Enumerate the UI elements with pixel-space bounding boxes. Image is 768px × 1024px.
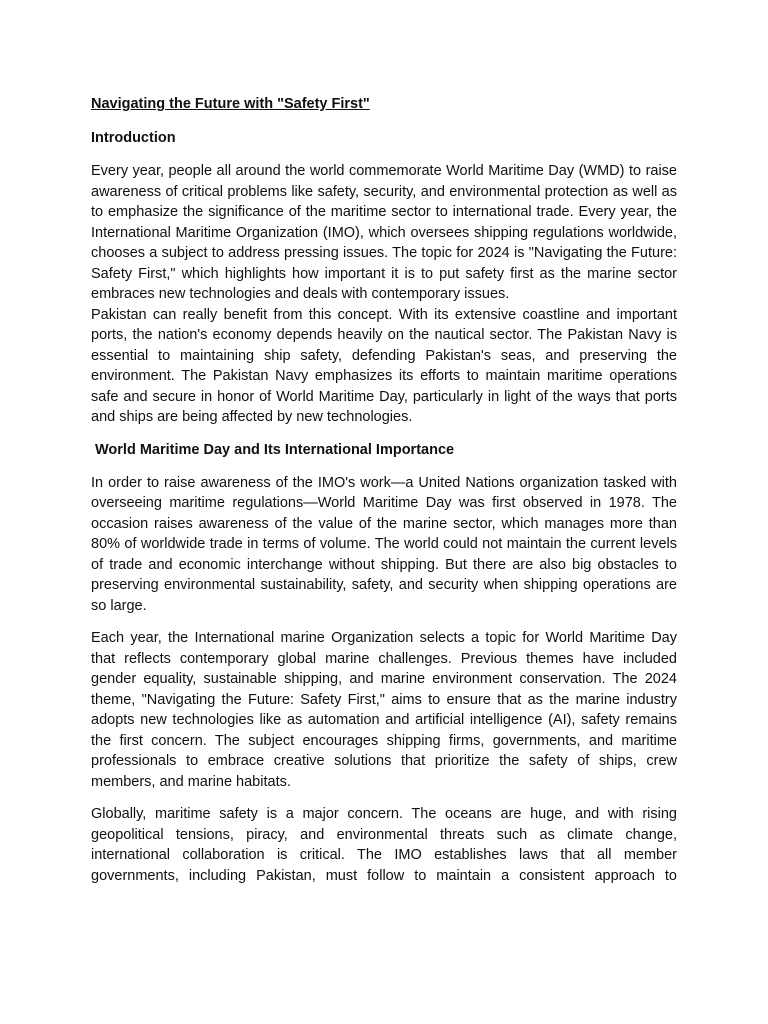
paragraph-intro-2: Pakistan can really benefit from this concept. With its extensive coastline and important ports, the nation's economy depends heavily on the nautical sector. The Pakistan Navy is essential to maintaining ship safety, defending Pakistan's seas, and preserving the environment. The Pakistan Navy emphasizes its efforts to maintain maritime operations safe and secure in honor of World Maritime Day, particularly in light of the ways that ports and ships are being affected by new technologies. [91, 306, 677, 425]
paragraph-intro-1: Every year, people all around the world commemorate World Maritime Day (WMD) to raise awareness of critical problems like safety, security, and environmental protection as well as to emphasize the significance of the maritime sector to international trade. Every year, the International Maritime Organization (IMO), which oversees shipping regulations worldwide, chooses a subject to address pressing issues. The topic for 2024 is "Navigating the Future: Safety First," which highlights how important it is to put safety first as the marine sector embraces new technologies and deals with contemporary issues. [91, 163, 677, 302]
section-heading-introduction: Introduction [91, 130, 176, 146]
document-page [91, 94, 677, 886]
section-heading-world-maritime-day: World Maritime Day and Its International Importance [95, 441, 455, 458]
document-title: Navigating the Future with "Safety First" [91, 96, 370, 112]
paragraph-wmd-3: Globally, maritime safety is a major concern. The oceans are huge, and with rising geopolitical tensions, piracy, and environmental threats such as climate change, international collaboration is critical. The IMO establishes laws that all member governments, including Pakistan, must follow to maintain a consistent approach to [91, 806, 677, 884]
paragraph-wmd-2: Each year, the International marine Organization selects a topic for World Maritime Day that reflects contemporary global marine challenges. Previous themes have included gender equality, sustainable shipping, and marine environment conservation. The 2024 theme, "Navigating the Future: Safety First," aims to ensure that as the marine industry adopts new technologies like as automation and artificial intelligence (AI), safety remains the first concern. The subject encourages shipping firms, governments, and maritime professionals to embrace creative solutions that prioritize the safety of ships, crew members, and marine habitats. [91, 630, 677, 790]
paragraph-wmd-1: In order to raise awareness of the IMO's work—a United Nations organization tasked with overseeing maritime regulations—World Maritime Day was first observed in 1978. The occasion raises awareness of the value of the marine sector, which manages more than 80% of worldwide trade in terms of volume. The world could not maintain the current levels of trade and economic interchange without shipping. But there are also big obstacles to preserving environmental sustainability, safety, and security when shipping operations are so large. [91, 474, 677, 614]
